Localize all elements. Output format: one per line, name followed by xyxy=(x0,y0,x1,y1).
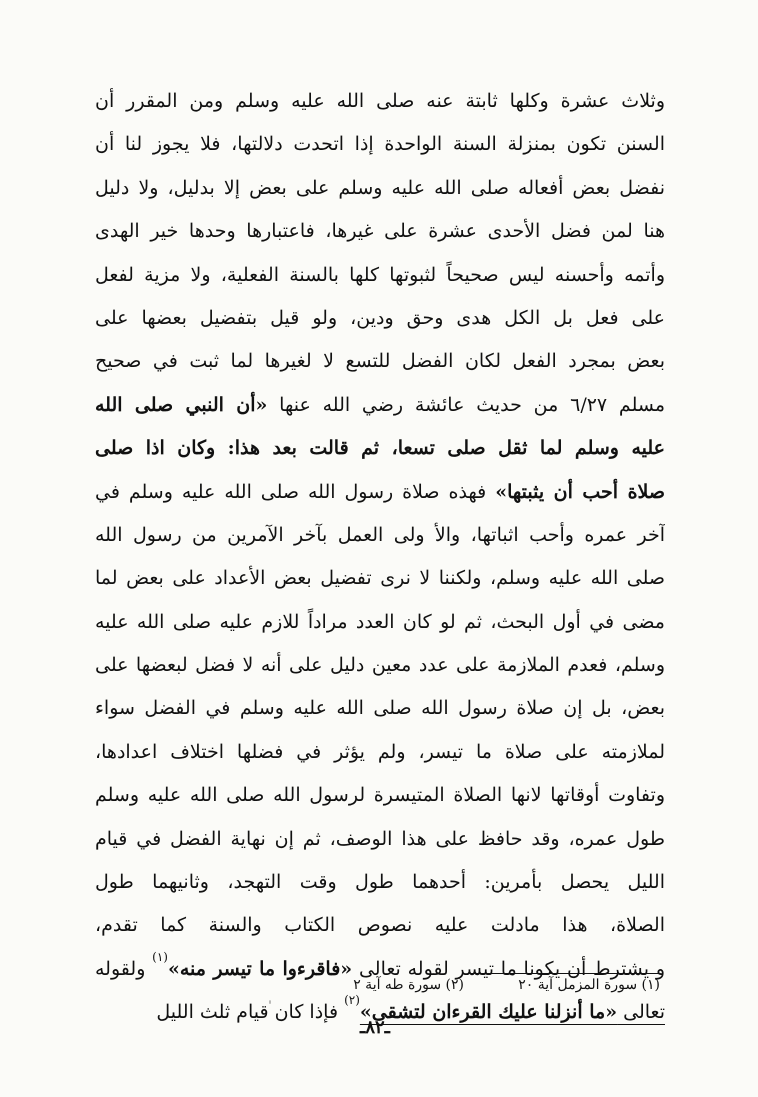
body-text xyxy=(95,80,665,1035)
text-line-6: على فعل بل الكل هدى وحق ودين، ولو قيل بتفضيل بعضها على xyxy=(95,306,665,329)
text-line-12: صلى الله عليه وسلم، ولكننا لا نرى تفضيل بعض الأعداد على بعض لما xyxy=(95,567,665,590)
text-line-8-plain: مسلم ٦/٢٧ من حديث عائشة رضي الله عنها xyxy=(267,393,665,416)
text-line-14: وسلم، فعدم الملازمة على عدد معين دليل على أنه لا فضل لبعضها على xyxy=(95,654,665,677)
text-line-10 xyxy=(95,471,665,514)
text-line-18: طول عمره، وقد حافظ على هذا الوصف، ثم إن نهاية الفضل في قيام xyxy=(95,827,665,850)
footnotes xyxy=(260,974,660,996)
quran-quote-2: «ما أنزلنا عليك القرءان لتشقى» xyxy=(359,1001,618,1024)
text-line-13: مضى في أول البحث، ثم لو كان العدد مراداً للازم عليه صلى الله عليه xyxy=(95,610,665,633)
hadith-quote-end: صلاة أحب أن يثبتها» xyxy=(495,480,665,503)
hadith-quote-start: «أن النبي صلى الله xyxy=(95,393,268,416)
text-line-15: بعض، بل إن صلاة رسول الله صلى الله عليه وسلم في الفضل سواء xyxy=(95,697,665,720)
text-line-8 xyxy=(95,384,665,427)
text-line-3: نفضل بعض أفعاله صلى الله عليه وسلم على بعض إلا بدليل، ولا دليل xyxy=(95,176,665,199)
text-line-7: بعض بمجرد الفعل لكان الفضل للتسع لا لغيرها لما ثبت في صحيح xyxy=(95,350,665,373)
text-line-20: الصلاة، هذا مادلت عليه نصوص الكتاب والسنة كما تقدم، xyxy=(95,914,665,937)
text-line-4: هنا لمن فضل الأحدى عشرة على غيرها، فاعتبارها وحدها خير الهدى xyxy=(95,220,665,243)
page-number: ـ٨٢ـ xyxy=(360,1017,390,1038)
text-line-17: وتفاوت أوقاتها لانها الصلاة المتيسرة لرسول الله صلى الله عليه وسلم xyxy=(95,784,665,807)
footnote-2: (٢) سورة طه آية ٢ xyxy=(353,977,464,993)
text-line-1: وثلاث عشرة وكلها ثابتة عنه صلى الله عليه وسلم ومن المقرر أن xyxy=(95,90,665,112)
text-line-2: السنن تكون بمنزلة السنة الواحدة إذا اتحدت دلالتها، فلا يجوز لنا أن xyxy=(95,133,665,156)
text-line-21-plain-a: و يشترط أن يكونا ما تيسر لقوله تعالى xyxy=(352,957,665,980)
text-line-5: وأتمه وأحسنه ليس صحيحاً لثبوتها كلها بالسنة الفعلية، ولا مزية لفعل xyxy=(95,263,665,286)
text-line-16: لملازمته على صلاة ما تيسر، ولم يؤثر في فضلها اختلاف اعدادها، xyxy=(95,740,665,763)
hadith-quote-line: عليه وسلم لما ثقل صلى تسعا، ثم قالت بعد هذا: وكان اذا صلى xyxy=(95,437,665,460)
footnote-1: (١) سورة المزمل آية ٢٠ xyxy=(518,977,660,993)
quran-quote-1: «فاقرءوا ما تيسر منه» xyxy=(167,957,353,980)
text-line-21-plain-b: ولقوله xyxy=(95,957,153,980)
text-line-11: آخر عمره وأحب اثباتها، والأ ولى العمل بآخر الآمرين من رسول الله xyxy=(95,523,665,546)
text-line-22-plain-b: فإذا كان قيام ثلث الليل xyxy=(156,1001,345,1024)
text-line-10-plain: فهذه صلاة رسول الله صلى الله عليه وسلم في xyxy=(95,480,496,503)
text-line-19: الليل يحصل بأمرين: أحدهما طول وقت التهجد، وثانيهما طول xyxy=(95,871,665,894)
footnote-ref-2: (٢) xyxy=(344,993,360,1008)
footnote-ref-1: (١) xyxy=(152,949,168,964)
text-line-22-plain-a: تعالى xyxy=(617,1001,665,1024)
